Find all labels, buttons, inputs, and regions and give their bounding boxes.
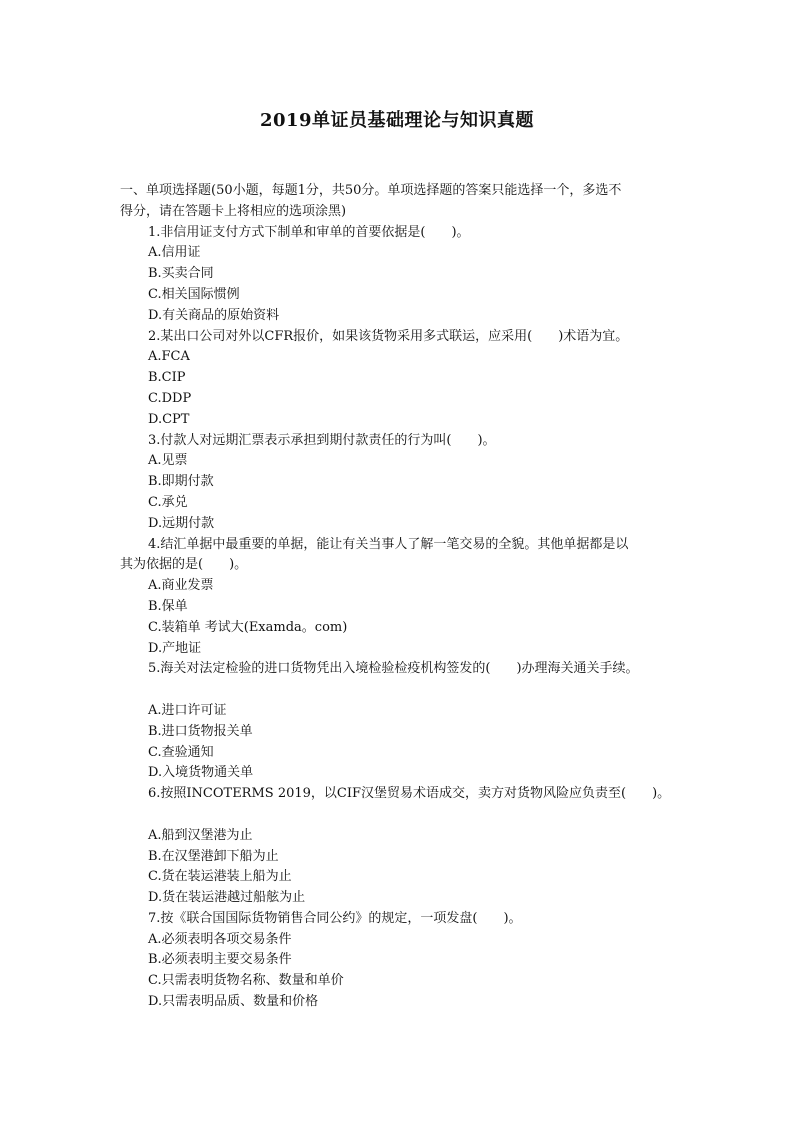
question-6-option-a: A.船到汉堡港为止 (148, 827, 253, 843)
question-7: 7.按《联合国国际货物销售合同公约》的规定，一项发盘( )。 (148, 910, 522, 926)
question-6: 6.按照INCOTERMS 2019，以CIF汉堡贸易术语成交，卖方对货物风险应负责至( )。 (148, 786, 671, 802)
question-3-option-b: B.即期付款 (148, 474, 214, 490)
question-6-option-d: D.货在装运港越过船舷为止 (148, 890, 306, 906)
question-4: 4.结汇单据中最重要的单据，能让有关当事人了解一笔交易的全貌。其他单据都是以 (148, 536, 629, 552)
question-6-option-b: B.在汉堡港卸下船为止 (148, 848, 279, 864)
question-4-continued: 其为依据的是( )。 (120, 557, 248, 573)
question-2-option-a: A.FCA (148, 349, 190, 365)
page-title: 2019单证员基础理论与知识真题 (259, 110, 535, 131)
question-1-option-c: C.相关国际惯例 (148, 286, 240, 302)
question-2-option-d: D.CPT (148, 411, 190, 427)
question-5: 5.海关对法定检验的进口货物凭出入境检验检疫机构签发的( )办理海关通关手续。 (148, 661, 639, 677)
question-2-option-c: C.DDP (148, 390, 192, 406)
question-5-option-c: C.查验通知 (148, 744, 214, 760)
question-1: 1.非信用证支付方式下制单和审单的首要依据是( )。 (148, 224, 470, 240)
question-1-option-b: B.买卖合同 (148, 266, 214, 282)
question-3-option-d: D.远期付款 (148, 515, 215, 531)
question-3-option-c: C.承兑 (148, 494, 188, 510)
section-heading-continued: 得分，请在答题卡上将相应的选项涂黑) (120, 203, 347, 219)
question-3-option-a: A.见票 (148, 453, 188, 469)
blank-line (120, 805, 680, 826)
section-heading: 一、单项选择题(50小题，每题1分，共50分。单项选择题的答案只能选择一个，多选不 (120, 183, 622, 198)
question-7-option-d: D.只需表明品质、数量和价格 (148, 994, 319, 1010)
question-5-option-d: D.入境货物通关单 (148, 765, 254, 781)
question-2-option-b: B.CIP (148, 370, 186, 386)
question-5-option-a: A.进口许可证 (148, 702, 227, 718)
blank-line (120, 680, 680, 701)
question-7-option-a: A.必须表明各项交易条件 (148, 931, 292, 947)
document-body (120, 181, 680, 1013)
question-4-option-c: C.装箱单 考试大(Examda。com) (148, 619, 348, 635)
question-7-option-b: B.必须表明主要交易条件 (148, 952, 292, 968)
question-1-option-d: D.有关商品的原始资料 (148, 307, 280, 323)
question-4-option-d: D.产地证 (148, 640, 202, 656)
question-7-option-c: C.只需表明货物名称、数量和单价 (148, 973, 344, 989)
question-4-option-b: B.保单 (148, 598, 188, 614)
question-6-option-c: C.货在装运港装上船为止 (148, 869, 292, 885)
question-3: 3.付款人对远期汇票表示承担到期付款责任的行为叫( )。 (148, 432, 496, 448)
question-5-option-b: B.进口货物报关单 (148, 723, 253, 739)
question-4-option-a: A.商业发票 (148, 578, 214, 594)
question-1-option-a: A.信用证 (148, 245, 201, 261)
question-2: 2.某出口公司对外以CFR报价，如果该货物采用多式联运，应采用( )术语为宜。 (148, 328, 629, 344)
